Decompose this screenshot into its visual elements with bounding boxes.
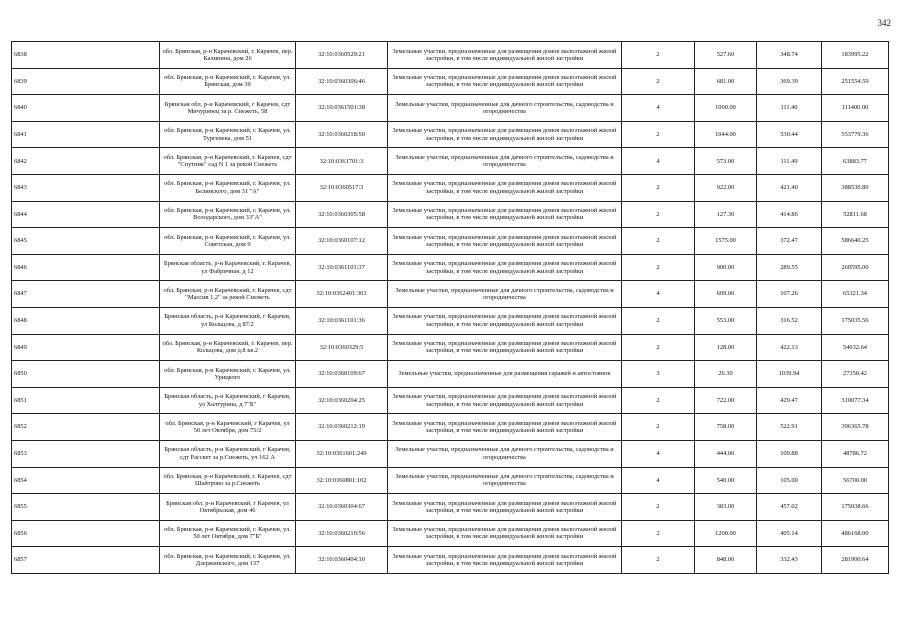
permitted-use-cell: Земельные участки, предназначенные для размещения домов малоэтажной жилой застройки, в том числе индивидуальной жилой застройки (388, 201, 622, 228)
address-cell: обл. Брянская, р-н Карачевский, г. Карачев, ул. Советская, дом 9 (160, 228, 296, 255)
cadastral-number-cell: 32:10:0360304:67 (296, 494, 388, 521)
permitted-use-cell: Земельные участки, предназначенные для размещения домов малоэтажной жилой застройки, в том числе индивидуальной жилой застройки (388, 520, 622, 547)
cadastral-value-cell: 52811.68 (822, 201, 889, 228)
specific-value-cell: 289.55 (757, 254, 822, 281)
row-number-cell: 6851 (12, 387, 160, 414)
cadastral-number-cell: 32:10:0360306:46 (296, 68, 388, 95)
table-row (12, 148, 889, 175)
address-cell: обл. Брянская, р-н Карачевский, г. Карачев, ул. Урицкого (160, 361, 296, 388)
use-group-cell: 2 (622, 121, 695, 148)
address-cell: обл. Брянская, р-н Карачевский, г Карачев, ул 50 лет Октября, дом 75/2 (160, 414, 296, 441)
address-cell: обл. Брянская, р-н Карачевский, г. Карачев, пер. Калинина, дом 26 (160, 42, 296, 69)
cadastral-number-cell: 32:10:0360801:102 (296, 467, 388, 494)
address-cell: обл. Брянская, р-н Карачевский, г. Карачев, пер. Кольцова, дом д.8 кв.2 (160, 334, 296, 361)
area-cell: 922.00 (695, 174, 757, 201)
cadastral-value-cell: 56700.00 (822, 467, 889, 494)
cadastral-number-cell: 32:10:0361701:3 (296, 148, 388, 175)
permitted-use-cell: Земельные участки, предназначенные для дачного строительства, садоводства и огородничества (388, 281, 622, 308)
table-row (12, 281, 889, 308)
use-group-cell: 2 (622, 334, 695, 361)
table-row (12, 440, 889, 467)
table-row (12, 174, 889, 201)
cadastral-number-cell: 32:10:0360529:21 (296, 42, 388, 69)
address-cell: Брянская область, р-н Карачевский, г. Карачев, ул Фабричная, д 12 (160, 254, 296, 281)
specific-value-cell: 1039.94 (757, 361, 822, 388)
table-row (12, 547, 889, 574)
address-cell: обл. Брянская, р-н Карачевский, г. Карачев, сдт Шайтрово за р.Снежеть (160, 467, 296, 494)
address-cell: обл. Брянская, р-н Карачевский, г. Карачев, ул. Тургенева, дом 51 (160, 121, 296, 148)
table-row (12, 334, 889, 361)
area-cell: 127.30 (695, 201, 757, 228)
specific-value-cell: 405.14 (757, 520, 822, 547)
table-row (12, 42, 889, 69)
address-cell: обл. Брянская, р-н Карачевский, г. Карачев, сдт "Массив 1,2" за рекой Снежеть (160, 281, 296, 308)
use-group-cell: 4 (622, 440, 695, 467)
permitted-use-cell: Земельные участки, предназначенные для размещения домов малоэтажной жилой застройки, в том числе индивидуальной жилой застройки (388, 42, 622, 69)
table-row (12, 95, 889, 122)
row-number-cell: 6849 (12, 334, 160, 361)
specific-value-cell: 348.74 (757, 42, 822, 69)
use-group-cell: 2 (622, 520, 695, 547)
use-group-cell: 2 (622, 547, 695, 574)
permitted-use-cell: Земельные участки, предназначенные для размещения домов малоэтажной жилой застройки, в том числе индивидуальной жилой застройки (388, 174, 622, 201)
cadastral-value-cell: 63883.77 (822, 148, 889, 175)
permitted-use-cell: Земельные участки, предназначенные для размещения домов малоэтажной жилой застройки, в том числе индивидуальной жилой застройки (388, 121, 622, 148)
area-cell: 1200.00 (695, 520, 757, 547)
cadastral-value-cell: 310077.34 (822, 387, 889, 414)
cadastral-number-cell: 32:10:0360329:5 (296, 334, 388, 361)
address-cell: Брянская область, р-н Карачевский, г Карачев, сдт Рассвет за р.Снежеть, уч 162 А (160, 440, 296, 467)
use-group-cell: 4 (622, 467, 695, 494)
table-row (12, 387, 889, 414)
cadastral-value-cell: 281900.64 (822, 547, 889, 574)
cadastral-value-cell: 586640.25 (822, 228, 889, 255)
permitted-use-cell: Земельные участки, предназначенные для размещения домов малоэтажной жилой застройки, в том числе индивидуальной жилой застройки (388, 334, 622, 361)
address-cell: обл. Брянская, р-н Карачевский, г. Карачев, ул. Дзержинского, дом 137 (160, 547, 296, 574)
cadastral-number-cell: 32:10:0360107:12 (296, 228, 388, 255)
row-number-cell: 6847 (12, 281, 160, 308)
permitted-use-cell: Земельные участки, предназначенные для дачного строительства, садоводства и огородничества (388, 467, 622, 494)
cadastral-value-cell: 48786.72 (822, 440, 889, 467)
cadastral-value-cell: 486168.00 (822, 520, 889, 547)
specific-value-cell: 414.86 (757, 201, 822, 228)
cadastral-value-cell: 388530.80 (822, 174, 889, 201)
cadastral-value-cell: 251554.59 (822, 68, 889, 95)
permitted-use-cell: Земельные участки, предназначенные для размещения домов малоэтажной жилой застройки, в том числе индивидуальной жилой застройки (388, 414, 622, 441)
table-row (12, 361, 889, 388)
use-group-cell: 2 (622, 387, 695, 414)
area-cell: 540.00 (695, 467, 757, 494)
specific-value-cell: 421.40 (757, 174, 822, 201)
address-cell: Брянская обл, р-н Карачевский, г Карачев, ул Октябрьская, дом 46 (160, 494, 296, 521)
permitted-use-cell: Земельные участки, предназначенные для размещения домов малоэтажной жилой застройки, в том числе индивидуальной жилой застройки (388, 68, 622, 95)
permitted-use-cell: Земельные участки, предназначенные для размещения домов малоэтажной жилой застройки, в том числе индивидуальной жилой застройки (388, 494, 622, 521)
address-cell: обл. Брянская, р-н Карачевский, г. Карачев, сдт "Спутник" сад N 1 за рекой Снежеть (160, 148, 296, 175)
row-number-cell: 6845 (12, 228, 160, 255)
cadastral-value-cell: 553779.36 (822, 121, 889, 148)
cadastral-value-cell: 175035.56 (822, 307, 889, 334)
use-group-cell: 2 (622, 42, 695, 69)
cadastral-value-cell: 111400.00 (822, 95, 889, 122)
cadastral-number-cell: 32:10:0360404:10 (296, 547, 388, 574)
use-group-cell: 2 (622, 68, 695, 95)
permitted-use-cell: Земельные участки, предназначенные для размещения домов малоэтажной жилой застройки, в том числе индивидуальной жилой застройки (388, 254, 622, 281)
use-group-cell: 2 (622, 174, 695, 201)
cadastral-number-cell: 32:10:0360210:56 (296, 520, 388, 547)
use-group-cell: 2 (622, 307, 695, 334)
use-group-cell: 4 (622, 281, 695, 308)
cadastral-number-cell: 32:10:0360109:67 (296, 361, 388, 388)
cadastral-number-cell: 32:10:0361101:36 (296, 307, 388, 334)
permitted-use-cell: Земельные участки, предназначенные для дачного строительства, садоводства и огородничества (388, 440, 622, 467)
row-number-cell: 6857 (12, 547, 160, 574)
use-group-cell: 2 (622, 414, 695, 441)
table-row (12, 121, 889, 148)
specific-value-cell: 105.00 (757, 467, 822, 494)
area-cell: 26.30 (695, 361, 757, 388)
table-row (12, 520, 889, 547)
permitted-use-cell: Земельные участки, предназначенные для размещения домов малоэтажной жилой застройки, в том числе индивидуальной жилой застройки (388, 387, 622, 414)
cadastral-number-cell: 32:10:0360218:50 (296, 121, 388, 148)
row-number-cell: 6842 (12, 148, 160, 175)
cadastral-value-cell: 54032.64 (822, 334, 889, 361)
area-cell: 758.00 (695, 414, 757, 441)
row-number-cell: 6848 (12, 307, 160, 334)
row-number-cell: 6838 (12, 42, 160, 69)
use-group-cell: 2 (622, 228, 695, 255)
registry-body (12, 42, 889, 574)
row-number-cell: 6841 (12, 121, 160, 148)
address-cell: Брянская обл, р-н Карачевский, г Карачев, сдт Мичуринец за р. Снежеть, 58 (160, 95, 296, 122)
cadastral-number-cell: 32:10:0361501:38 (296, 95, 388, 122)
cadastral-number-cell: 32:10:0361101:37 (296, 254, 388, 281)
row-number-cell: 6844 (12, 201, 160, 228)
use-group-cell: 2 (622, 254, 695, 281)
cadastral-value-cell: 260595.00 (822, 254, 889, 281)
address-cell: обл. Брянская, р-н Карачевский, г. Карачев, ул. Володарского, дом 33"А" (160, 201, 296, 228)
use-group-cell: 4 (622, 95, 695, 122)
cadastral-number-cell: 32:10:0360517:3 (296, 174, 388, 201)
use-group-cell: 3 (622, 361, 695, 388)
row-number-cell: 6854 (12, 467, 160, 494)
table-row (12, 228, 889, 255)
area-cell: 848.00 (695, 547, 757, 574)
specific-value-cell: 111.40 (757, 95, 822, 122)
cadastral-value-cell: 183995.22 (822, 42, 889, 69)
area-cell: 573.00 (695, 148, 757, 175)
row-number-cell: 6855 (12, 494, 160, 521)
area-cell: 609.00 (695, 281, 757, 308)
row-number-cell: 6839 (12, 68, 160, 95)
page-number: 342 (877, 18, 891, 28)
area-cell: 722.00 (695, 387, 757, 414)
cadastral-value-cell: 27350.42 (822, 361, 889, 388)
permitted-use-cell: Земельные участки, предназначенные для размещения домов малоэтажной жилой застройки, в том числе индивидуальной жилой застройки (388, 228, 622, 255)
row-number-cell: 6840 (12, 95, 160, 122)
permitted-use-cell: Земельные участки, предназначенные для размещения домов малоэтажной жилой застройки, в том числе индивидуальной жилой застройки (388, 547, 622, 574)
area-cell: 527.60 (695, 42, 757, 69)
cadastral-value-cell: 65321.34 (822, 281, 889, 308)
table-row (12, 414, 889, 441)
area-cell: 1044.00 (695, 121, 757, 148)
specific-value-cell: 522.91 (757, 414, 822, 441)
use-group-cell: 2 (622, 494, 695, 521)
specific-value-cell: 332.43 (757, 547, 822, 574)
specific-value-cell: 429.47 (757, 387, 822, 414)
permitted-use-cell: Земельные участки, предназначенные для дачного строительства, садоводства и огородничества (388, 148, 622, 175)
row-number-cell: 6856 (12, 520, 160, 547)
specific-value-cell: 422.13 (757, 334, 822, 361)
table-row (12, 307, 889, 334)
address-cell: Брянская область, р-н Карачевский, г Карачев, ул Кольцова, д 87/2 (160, 307, 296, 334)
specific-value-cell: 457.02 (757, 494, 822, 521)
row-number-cell: 6843 (12, 174, 160, 201)
specific-value-cell: 316.52 (757, 307, 822, 334)
area-cell: 900.00 (695, 254, 757, 281)
address-cell: обл. Брянская, р-н Карачевский, г. Карачев, ул. Белинского, дом 31 "А" (160, 174, 296, 201)
cadastral-number-cell: 32:10:0360305:58 (296, 201, 388, 228)
cadastral-number-cell: 32:10:0360212:19 (296, 414, 388, 441)
specific-value-cell: 107.26 (757, 281, 822, 308)
row-number-cell: 6853 (12, 440, 160, 467)
specific-value-cell: 109.88 (757, 440, 822, 467)
row-number-cell: 6850 (12, 361, 160, 388)
table-row (12, 467, 889, 494)
area-cell: 681.00 (695, 68, 757, 95)
area-cell: 128.00 (695, 334, 757, 361)
area-cell: 1000.00 (695, 95, 757, 122)
permitted-use-cell: Земельные участки, предназначенные для дачного строительства, садоводства и огородничества (388, 95, 622, 122)
table-row (12, 201, 889, 228)
specific-value-cell: 369.39 (757, 68, 822, 95)
cadastral-value-cell: 396365.78 (822, 414, 889, 441)
area-cell: 383.00 (695, 494, 757, 521)
cadastral-number-cell: 32:10:0360204:25 (296, 387, 388, 414)
address-cell: Брянская область, р-н Карачевский, г Карачев, ул Халтурина, д 7"Б" (160, 387, 296, 414)
area-cell: 1575.00 (695, 228, 757, 255)
area-cell: 553.00 (695, 307, 757, 334)
use-group-cell: 4 (622, 148, 695, 175)
specific-value-cell: 111.49 (757, 148, 822, 175)
row-number-cell: 6846 (12, 254, 160, 281)
address-cell: обл. Брянская, р-н Карачевский, г. Карачев, ул. Брянская, дом 39 (160, 68, 296, 95)
land-registry-table (11, 41, 889, 574)
table-row (12, 68, 889, 95)
row-number-cell: 6852 (12, 414, 160, 441)
address-cell: обл. Брянская, р-н Карачевский, г. Карачев, ул. 50 лет Октября, дом 7"Б" (160, 520, 296, 547)
cadastral-value-cell: 175038.66 (822, 494, 889, 521)
cadastral-number-cell: 32:10:0362401:303 (296, 281, 388, 308)
permitted-use-cell: Земельные участки, предназначенные для размещения гаражей и автостоянок (388, 361, 622, 388)
specific-value-cell: 372.47 (757, 228, 822, 255)
permitted-use-cell: Земельные участки, предназначенные для размещения домов малоэтажной жилой застройки, в том числе индивидуальной жилой застройки (388, 307, 622, 334)
use-group-cell: 2 (622, 201, 695, 228)
table-row (12, 494, 889, 521)
table-row (12, 254, 889, 281)
cadastral-number-cell: 32:10:0361601:249 (296, 440, 388, 467)
specific-value-cell: 530.44 (757, 121, 822, 148)
area-cell: 444.00 (695, 440, 757, 467)
